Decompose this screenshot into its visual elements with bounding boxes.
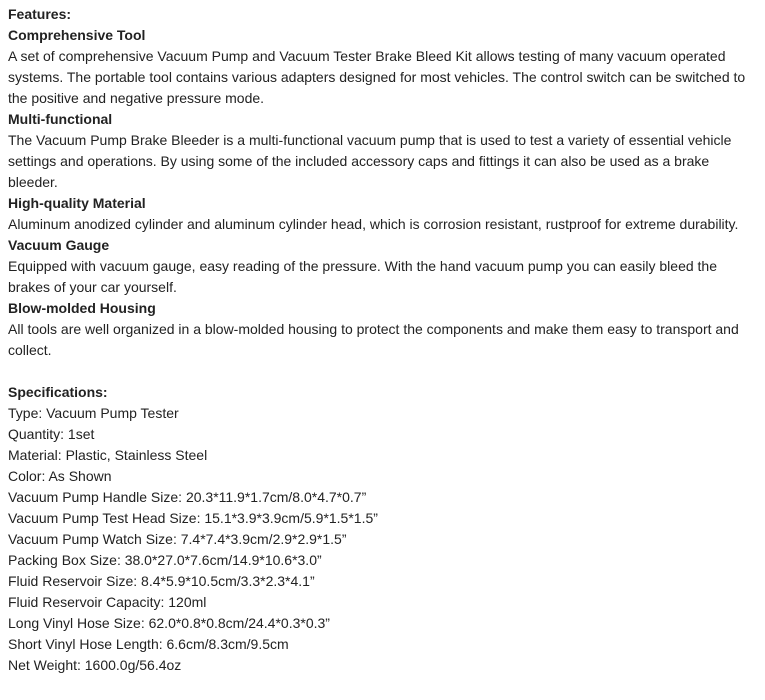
spec-line: Long Vinyl Hose Size: 62.0*0.8*0.8cm/24.4*0.3*0.3”: [8, 615, 330, 631]
spec-line: Vacuum Pump Watch Size: 7.4*7.4*3.9cm/2.9*2.9*1.5”: [8, 531, 347, 547]
feature-title: Vacuum Gauge: [8, 237, 110, 253]
spec-line: Short Vinyl Hose Length: 6.6cm/8.3cm/9.5cm: [8, 636, 289, 652]
spec-line: Type: Vacuum Pump Tester: [8, 405, 179, 421]
specifications-section: [8, 382, 757, 676]
spec-line: Net Weight: 1600.0g/56.4oz: [8, 657, 182, 673]
feature-title: Comprehensive Tool: [8, 27, 146, 43]
spec-line: Quantity: 1set: [8, 426, 95, 442]
spec-line: Fluid Reservoir Capacity: 120ml: [8, 594, 207, 610]
section-spacer: [8, 361, 757, 382]
feature-text: A set of comprehensive Vacuum Pump and Vacuum Tester Brake Bleed Kit allows testing of many vacuum operated systems. The portable tool contains various adapters designed for most vehicles. The control switch can be switched to the positive and negative pressure mode.: [8, 48, 746, 106]
spec-line: Color: As Shown: [8, 468, 112, 484]
spec-line: Fluid Reservoir Size: 8.4*5.9*10.5cm/3.3*2.3*4.1”: [8, 573, 315, 589]
spec-line: Material: Plastic, Stainless Steel: [8, 447, 208, 463]
specifications-heading: Specifications:: [8, 384, 108, 400]
feature-title: Multi-functional: [8, 111, 113, 127]
feature-title: High-quality Material: [8, 195, 146, 211]
feature-text: The Vacuum Pump Brake Bleeder is a multi-functional vacuum pump that is used to test a variety of essential vehicle settings and operations. By using some of the included accessory caps and fittings it can also be used as a brake bleeder.: [8, 132, 732, 190]
spec-line: Packing Box Size: 38.0*27.0*7.6cm/14.9*10.6*3.0”: [8, 552, 322, 568]
spec-line: Vacuum Pump Handle Size: 20.3*11.9*1.7cm/8.0*4.7*0.7”: [8, 489, 367, 505]
feature-text: Equipped with vacuum gauge, easy reading of the pressure. With the hand vacuum pump you can easily bleed the brakes of your car yourself.: [8, 258, 717, 295]
feature-text: All tools are well organized in a blow-molded housing to protect the components and make them easy to transport and collect.: [8, 321, 739, 358]
spec-line: Vacuum Pump Test Head Size: 15.1*3.9*3.9cm/5.9*1.5*1.5”: [8, 510, 378, 526]
features-section: [8, 4, 757, 361]
feature-text: Aluminum anodized cylinder and aluminum cylinder head, which is corrosion resistant, rustproof for extreme durability.: [8, 216, 739, 232]
features-heading: Features:: [8, 6, 72, 22]
feature-title: Blow-molded Housing: [8, 300, 156, 316]
